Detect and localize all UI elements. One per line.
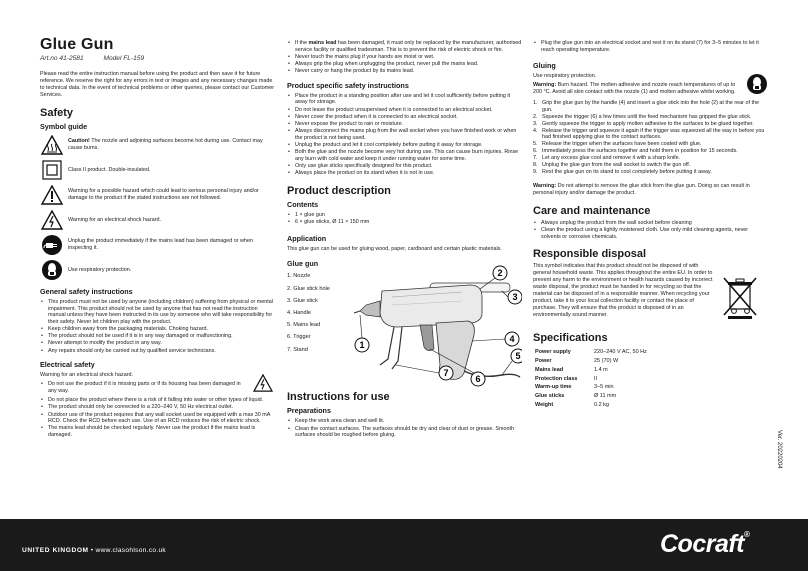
- list-item: 3. Gently squeeze the trigger to apply molten adhesive to the surfaces to be glued together.: [533, 120, 754, 127]
- preparations-heading: Preparations: [287, 406, 331, 416]
- product-description-heading: Product description: [287, 184, 391, 197]
- list-item: • This product must not be used by anyone (including children) suffering from physical or mental impairment. This product should not be used by anyone that has not read the instruction manual unless they have been instructed in its use by someone who will take responsibility for their safety. Never let children play with the product.: [40, 299, 275, 325]
- list-item: • Any repairs should only be carried out by qualified service technicians.: [40, 348, 275, 355]
- list-item: • Never carry or hang the product by its mains lead.: [287, 68, 522, 75]
- respirator-icon: [746, 73, 768, 100]
- version-label: Ver. 20220204: [776, 430, 782, 469]
- caution-label: Caution!: [68, 138, 90, 144]
- page-title: Glue Gun: [40, 36, 114, 53]
- list-item: • The mains lead should be checked regularly. Never use the product if the mains lead is damaged.: [40, 425, 275, 438]
- class-ii-icon: [40, 159, 64, 181]
- list-item: • Always disconnect the mains plug from the wall socket when you have finished work or when the product is not being used.: [287, 128, 522, 141]
- callout-3: 3: [512, 292, 518, 303]
- symbol-text: Warning for a possible hazard which could lead to serious personal injury and/or damage to the product if the stated instructions are not followed.: [68, 188, 259, 201]
- symbol-text: Warning for an electrical shock hazard.: [68, 216, 161, 223]
- list-item: • Never touch the mains plug if your hands are moist or wet.: [287, 54, 522, 61]
- brand-logo: Cocraft®: [660, 530, 750, 558]
- table-row: Power supply 220–240 V AC, 50 Hz: [535, 349, 647, 356]
- callout-1: 1: [359, 340, 365, 351]
- electrical-list-cont: [40, 397, 275, 438]
- instructions-heading: Instructions for use: [287, 391, 390, 404]
- list-item: • Do not place the product where there is a risk of it falling into water or other types of liquid.: [40, 397, 275, 404]
- disposal-heading: Responsible disposal: [533, 248, 647, 261]
- list-item: • Do not use the product if it is missing parts or if its housing has been damaged in any way.: [40, 381, 247, 394]
- symbol-row: [40, 209, 275, 231]
- gluing-intro: Use respiratory protection.: [533, 73, 597, 80]
- weee-bin-icon: [720, 275, 768, 324]
- glue-gun-illustration: [352, 261, 522, 391]
- list-item: • Place the product in a standing position after use and let it cool sufficiently before putting it away for storage.: [287, 93, 522, 106]
- table-row: Warm-up time 3–5 min: [535, 384, 614, 391]
- gluing-steps: [533, 100, 768, 176]
- symbol-guide-heading: Symbol guide: [40, 122, 88, 131]
- care-heading: Care and maintenance: [533, 204, 651, 217]
- application-heading: Application: [287, 234, 327, 244]
- symbol-text: Use respiratory protection.: [68, 266, 132, 273]
- list-item: • Do not leave the product unsupervised when it is connected to an electrical socket.: [287, 107, 522, 114]
- list-item: • The product should not be used if it is in any way damaged or malfunctioning.: [40, 333, 275, 340]
- list-item: • Plug the glue gun into an electrical socket and rest it on its stand (7) for 3–5 minutes to let it reach operating temperature.: [533, 40, 768, 53]
- column-2: [287, 40, 522, 439]
- application-text: This glue gun can be used for gluing wood, paper, cardboard and certain plastic materials.: [287, 246, 502, 253]
- electric-hazard-icon: [253, 374, 275, 397]
- list-item: • 1 × glue gun: [287, 212, 522, 219]
- hot-surface-icon: [40, 134, 64, 156]
- symbol-text: Class II product. Double-insulated.: [68, 166, 151, 173]
- callout-5: 5: [515, 351, 521, 362]
- list-item: 9. Rest the glue gun on its stand to cool completely before putting it away.: [533, 169, 712, 176]
- list-item: 6. Immediately press the surfaces together and hold them in position for 15 seconds.: [533, 148, 738, 155]
- list-item: 5. Mains lead: [287, 322, 321, 329]
- product-safety-heading: Product specific safety instructions: [287, 80, 409, 90]
- warning-triangle-icon: [40, 184, 64, 206]
- care-list: [533, 220, 768, 240]
- list-item: 7. Stand: [287, 346, 308, 353]
- article-info: [40, 55, 275, 62]
- list-item: • Never attempt to modify the product in any way.: [40, 340, 275, 347]
- contents-list: [287, 212, 522, 226]
- electrical-intro: Warning for an electrical shock hazard.: [40, 372, 133, 379]
- list-item: • Always grip the plug when unplugging the product, never pull the mains lead.: [287, 61, 522, 68]
- general-safety-heading: General safety instructions: [40, 287, 133, 296]
- list-item: • 6 × glue sticks, Ø 11 × 150 mm: [287, 219, 522, 226]
- list-item: 1. Grip the glue gun by the handle (4) and insert a glue stick into the hole (2) at the rear of the gun.: [533, 100, 759, 113]
- list-item: • Both the glue and the nozzle become very hot during use. This can cause burn injuries. Rinse any burn with cold water and keep it under running water for some time.: [287, 149, 522, 162]
- symbol-row: [40, 159, 275, 181]
- column-1: [40, 36, 275, 439]
- footer-site: • www.clasohlson.co.uk: [88, 547, 167, 554]
- list-item: 2. Glue stick hole: [287, 285, 330, 292]
- symbol-text: Unplug the product immediately if the mains lead has been damaged or when inspecting it.: [68, 238, 253, 251]
- list-item: 2. Squeeze the trigger (6) a few times until the feed mechanism has gripped the glue stick.: [533, 113, 752, 120]
- callout-4: 4: [509, 334, 515, 345]
- list-item: • Clean the contact surfaces. The surfaces should be dry and clear of dust or grease. Smooth surfaces should be roughed before gluing.: [287, 426, 522, 439]
- callout-6: 6: [475, 374, 481, 385]
- callout-7: 7: [443, 368, 449, 379]
- parts-list: [287, 271, 356, 391]
- footer-address: UNITED KINGDOM • www.clasohlson.co.uk: [22, 547, 167, 554]
- warning-label: Warning:: [533, 182, 557, 189]
- symbol-text: The nozzle and adjoining surfaces become hot during use. Contact may cause burns.: [68, 138, 263, 151]
- list-item: • Never expose the product to rain or moisture.: [287, 121, 522, 128]
- list-item: • Keep children away from the packaging materials. Choking hazard.: [40, 326, 275, 333]
- intro-text: Please read the entire instruction manual before using the product and then save it for future reference. We reserve the right for any errors in text or images and any necessary changes made to technical data. In the event of technical problems or other queries, please contact our Customer Services.: [40, 71, 275, 98]
- list-item: • Always unplug the product from the wall socket before cleaning: [533, 220, 768, 227]
- preparations-list: [287, 418, 522, 438]
- list-item: • Keep the work area clean and well lit.: [287, 418, 522, 425]
- list-item: • If the mains lead has been damaged, it must only be replaced by the manufacturer, authorised service facility or qualified tradesman. This is to prevent the risk of electric shock or fire.: [287, 40, 522, 53]
- electrical-list: [40, 381, 247, 394]
- plug-list: [533, 40, 768, 53]
- gluing-warning: Burn hazard. The molten adhesive and nozzle reach temperatures of up to 200 °C. Avoid all skin contact with the nozzle (1) and molten adhesive whilst working.: [533, 82, 736, 96]
- callout-2: 2: [497, 268, 503, 279]
- column-3: [533, 40, 768, 411]
- table-row: Weight 0.2 kg: [535, 402, 609, 408]
- warning-label: Warning:: [533, 82, 557, 89]
- table-row: Protection class II: [535, 375, 598, 382]
- list-item: • Outdoor use of the product requires that any wall socket used be equipped with a max 30 mA RCD. Check the RCD before each use. Use of an RCD reduces the risk of electric shock.: [40, 412, 275, 425]
- symbol-row: [40, 184, 275, 206]
- article-number: Art.no 41-2581: [40, 55, 84, 62]
- product-safety-list: [287, 93, 522, 177]
- list-item: 5. Release the trigger when the surfaces have been coated with glue.: [533, 141, 702, 148]
- glue-gun-heading: Glue gun: [287, 259, 319, 269]
- list-item: 1. Nozzle: [287, 273, 311, 280]
- general-safety-list: [40, 299, 275, 354]
- symbol-row: [40, 234, 275, 256]
- symbol-row: [40, 134, 275, 156]
- list-item: 4. Handle: [287, 309, 311, 316]
- list-item: 3. Glue stick: [287, 297, 318, 304]
- respirator-icon: [40, 259, 64, 281]
- gluing-heading: Gluing: [533, 61, 556, 71]
- list-item: • The product should only be connected to a 220–240 V, 50 Hz electrical outlet.: [40, 404, 275, 411]
- electric-hazard-icon: [40, 209, 64, 231]
- list-item: 8. Unplug the glue gun from the wall socket to switch the gun off.: [533, 162, 691, 169]
- table-row: Glue sticks Ø 11 mm: [535, 393, 617, 400]
- electrical-safety-heading: Electrical safety: [40, 360, 95, 370]
- symbol-row: [40, 259, 275, 281]
- table-row: Power 25 (70) W: [535, 358, 619, 365]
- contents-heading: Contents: [287, 199, 319, 209]
- footer-bar: [0, 519, 808, 571]
- list-item: • Always place the product on its stand when it is not in use.: [287, 170, 522, 177]
- list-item: 7. Let any excess glue cool and remove it with a sharp knife.: [533, 155, 681, 162]
- list-item: • Clean the product using a lightly moistened cloth. Use only mild cleaning agents, never solvents or corrosive chemicals.: [533, 227, 768, 240]
- disposal-text: This symbol indicates that this product should not be disposed of with general household waste. This applies throughout the entire EU. In order to prevent any harm to the environment or health hazards caused by incorrect waste disposal, the product must be handed in for recycling so that the material can be disposed of in a responsible manner. When recycling your product, take it to your local collection facility or contact the place of purchase. They will ensure that the product is disposed of in an environmentally sound manner.: [533, 263, 713, 319]
- specifications-table: [533, 347, 673, 411]
- list-item: • Only use glue sticks specifically designed for this product.: [287, 163, 522, 170]
- safety-heading: Safety: [40, 107, 74, 119]
- table-row: Mains lead 1.4 m: [535, 366, 608, 373]
- model-number: Model FL-159: [103, 55, 145, 62]
- list-item: 4. Release the trigger and squeeze it again if the trigger was squeezed all the way in before you had finished applying glue to the contact surfaces.: [533, 127, 765, 141]
- unplug-icon: [40, 234, 64, 256]
- final-warning: Do not attempt to remove the glue stick from the glue gun. Doing so can result in personal injury and/or damage the product.: [533, 182, 750, 196]
- mains-list: [287, 40, 522, 75]
- list-item: • Never cover the product when it is connected to an electrical socket.: [287, 114, 522, 121]
- list-item: 6. Trigger: [287, 334, 311, 341]
- list-item: • Unplug the product and let it cool completely before putting it away for storage.: [287, 142, 522, 149]
- specifications-heading: Specifications: [533, 332, 608, 345]
